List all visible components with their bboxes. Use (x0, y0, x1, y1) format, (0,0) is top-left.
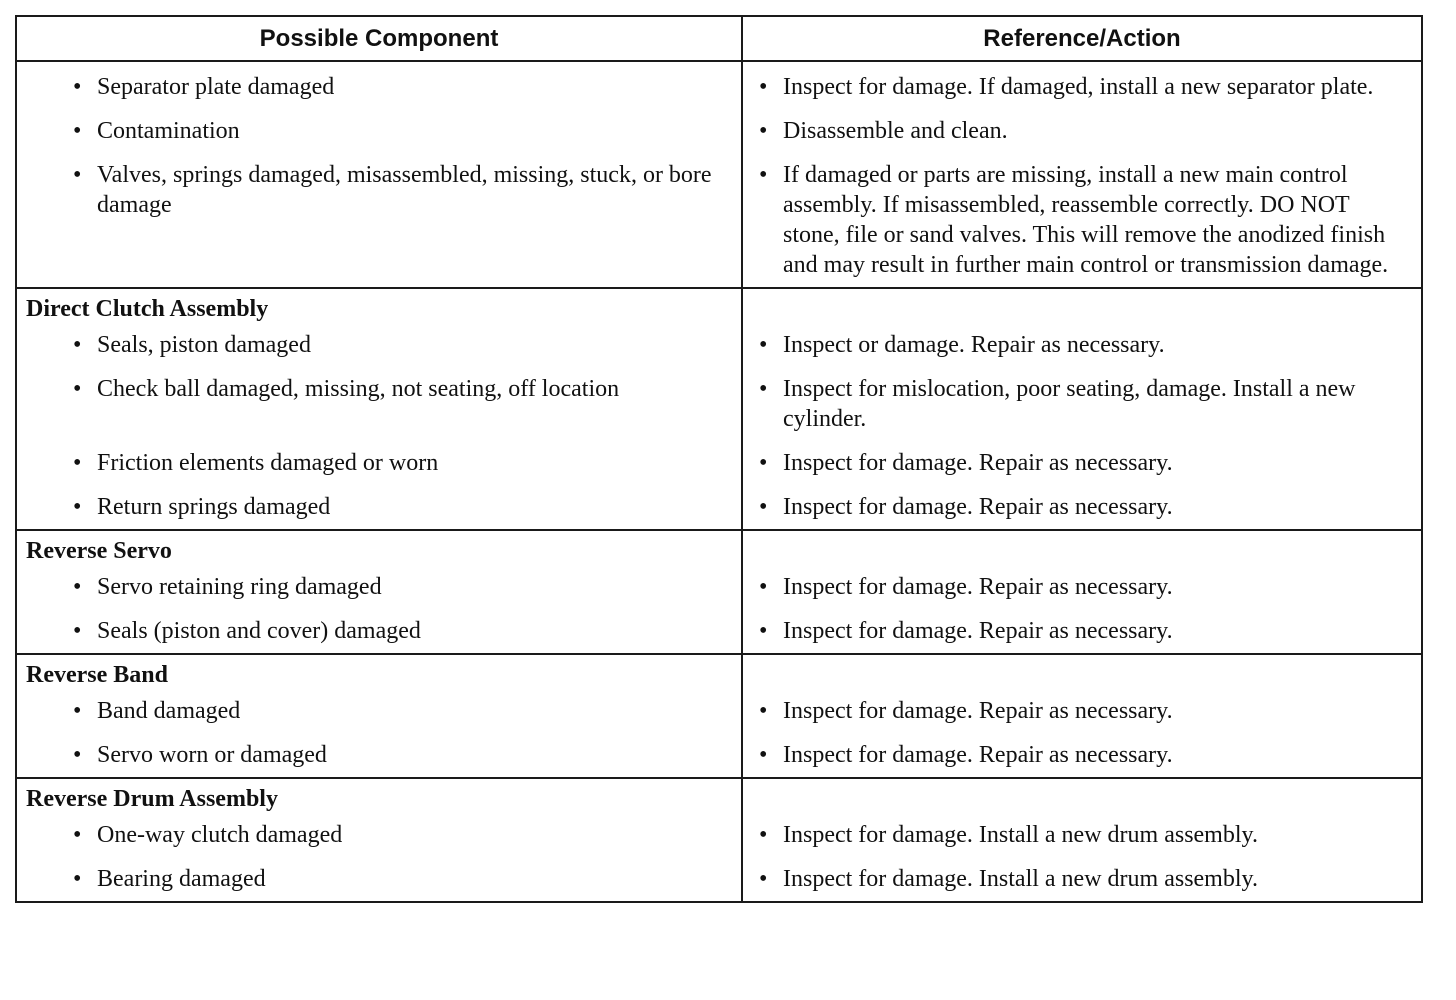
list-item (17, 323, 741, 367)
component-item (17, 160, 741, 220)
action-text: If damaged or parts are missing, install a new main control assembly. If misassembled, reassemble correctly. DO NOT stone, file or sand valves. This will remove the anodized finish and may result in further main control or transmission damage. (783, 162, 1389, 278)
component-item (17, 448, 741, 478)
action-text: Inspect for damage. Repair as necessary. (783, 494, 1173, 520)
bullet-icon: • (73, 698, 82, 724)
bullet-icon: • (759, 742, 768, 768)
list-item (743, 609, 1421, 653)
section-title: Direct Clutch Assembly (26, 296, 269, 322)
section-spacer (743, 289, 1421, 323)
bullet-icon: • (73, 742, 82, 768)
component-item (17, 330, 741, 360)
list-item (17, 689, 741, 733)
list-item (743, 857, 1421, 901)
list-item (17, 367, 741, 441)
component-item (17, 72, 741, 102)
list-item (17, 813, 741, 857)
table-body (16, 61, 1422, 902)
list-item (17, 857, 741, 901)
component-cell (16, 61, 742, 288)
component-text: Bearing damaged (97, 866, 266, 892)
action-cell (742, 61, 1422, 288)
component-item (17, 696, 741, 726)
action-text: Inspect for damage. Repair as necessary. (783, 618, 1173, 644)
section-spacer (743, 779, 1421, 813)
header-reference-action: Reference/Action (742, 16, 1422, 61)
list-item (17, 153, 741, 287)
action-item (743, 448, 1421, 478)
component-text: Return springs damaged (97, 494, 331, 520)
component-item (17, 740, 741, 770)
table-section (16, 288, 1422, 530)
list-item (17, 733, 741, 777)
list-item (743, 813, 1421, 857)
action-text: Inspect for damage. Repair as necessary. (783, 742, 1173, 768)
table-section (16, 778, 1422, 902)
section-title: Reverse Servo (26, 538, 172, 564)
action-item (743, 492, 1421, 522)
section-spacer (743, 655, 1421, 689)
bullet-icon: • (759, 494, 768, 520)
list-item (743, 367, 1421, 441)
component-text: Band damaged (97, 698, 241, 724)
list-item (743, 733, 1421, 777)
action-text: Inspect for damage. Repair as necessary. (783, 698, 1173, 724)
bullet-icon: • (759, 118, 768, 144)
action-text: Inspect for damage. Repair as necessary. (783, 450, 1173, 476)
troubleshooting-table (15, 15, 1423, 903)
bullet-icon: • (759, 332, 768, 358)
component-cell (16, 654, 742, 778)
list-item (17, 565, 741, 609)
action-item (743, 864, 1421, 894)
list-item (17, 65, 741, 109)
table-section (16, 530, 1422, 654)
bullet-icon: • (759, 698, 768, 724)
bullet-icon: • (73, 74, 82, 100)
component-text: Seals (piston and cover) damaged (97, 618, 421, 644)
component-text: Servo worn or damaged (97, 742, 327, 768)
action-text: Disassemble and clean. (783, 118, 1008, 144)
bullet-icon: • (73, 118, 82, 144)
list-item (743, 689, 1421, 733)
component-text: Friction elements damaged or worn (97, 450, 439, 476)
component-item (17, 820, 741, 850)
action-text: Inspect for damage. Install a new drum assembly. (783, 866, 1258, 892)
action-text: Inspect for damage. If damaged, install a new separator plate. (783, 74, 1374, 100)
bullet-icon: • (73, 376, 82, 402)
section-title: Reverse Band (26, 662, 168, 688)
section-spacer (743, 531, 1421, 565)
bullet-icon: • (759, 162, 768, 188)
bullet-icon: • (759, 618, 768, 644)
component-item (17, 116, 741, 146)
list-item (743, 153, 1421, 287)
bullet-icon: • (73, 866, 82, 892)
list-item (743, 565, 1421, 609)
list-item (17, 609, 741, 653)
bullet-icon: • (73, 450, 82, 476)
component-text: Contamination (97, 118, 240, 144)
section-title: Reverse Drum Assembly (26, 786, 278, 812)
bullet-icon: • (73, 618, 82, 644)
list-item (743, 109, 1421, 153)
table-section (16, 61, 1422, 288)
header-row (16, 16, 1422, 61)
list-item (17, 109, 741, 153)
action-item (743, 374, 1421, 434)
component-item (17, 616, 741, 646)
bullet-icon: • (759, 450, 768, 476)
action-text: Inspect for damage. Repair as necessary. (783, 574, 1173, 600)
component-text: Check ball damaged, missing, not seating, off location (97, 376, 620, 402)
bullet-icon: • (759, 822, 768, 848)
list-item (17, 485, 741, 529)
bullet-icon: • (73, 332, 82, 358)
action-text: Inspect for mislocation, poor seating, damage. Install a new cylinder. (783, 376, 1356, 432)
action-item (743, 160, 1421, 280)
bullet-icon: • (73, 574, 82, 600)
action-item (743, 740, 1421, 770)
list-item (743, 485, 1421, 529)
action-cell (742, 288, 1422, 530)
component-cell (16, 288, 742, 530)
component-item (17, 572, 741, 602)
bullet-icon: • (73, 494, 82, 520)
component-text: Servo retaining ring damaged (97, 574, 382, 600)
action-cell (742, 778, 1422, 902)
bullet-icon: • (73, 162, 82, 188)
component-cell (16, 778, 742, 902)
action-item (743, 330, 1421, 360)
list-item (743, 441, 1421, 485)
component-item (17, 374, 741, 404)
action-cell (742, 530, 1422, 654)
bullet-icon: • (759, 866, 768, 892)
action-item (743, 572, 1421, 602)
action-text: Inspect or damage. Repair as necessary. (783, 332, 1165, 358)
component-text: Valves, springs damaged, misassembled, missing, stuck, or bore damage (97, 162, 712, 218)
component-text: One-way clutch damaged (97, 822, 343, 848)
action-item (743, 116, 1421, 146)
action-item (743, 820, 1421, 850)
action-cell (742, 654, 1422, 778)
header-possible-component: Possible Component (16, 16, 742, 61)
component-cell (16, 530, 742, 654)
action-item (743, 696, 1421, 726)
action-item (743, 72, 1421, 102)
bullet-icon: • (759, 574, 768, 600)
action-item (743, 616, 1421, 646)
component-text: Seals, piston damaged (97, 332, 311, 358)
component-item (17, 864, 741, 894)
list-item (743, 323, 1421, 367)
action-text: Inspect for damage. Install a new drum assembly. (783, 822, 1258, 848)
component-item (17, 492, 741, 522)
bullet-icon: • (759, 376, 768, 402)
table-section (16, 654, 1422, 778)
list-item (743, 65, 1421, 109)
bullet-icon: • (759, 74, 768, 100)
bullet-icon: • (73, 822, 82, 848)
list-item (17, 441, 741, 485)
component-text: Separator plate damaged (97, 74, 335, 100)
